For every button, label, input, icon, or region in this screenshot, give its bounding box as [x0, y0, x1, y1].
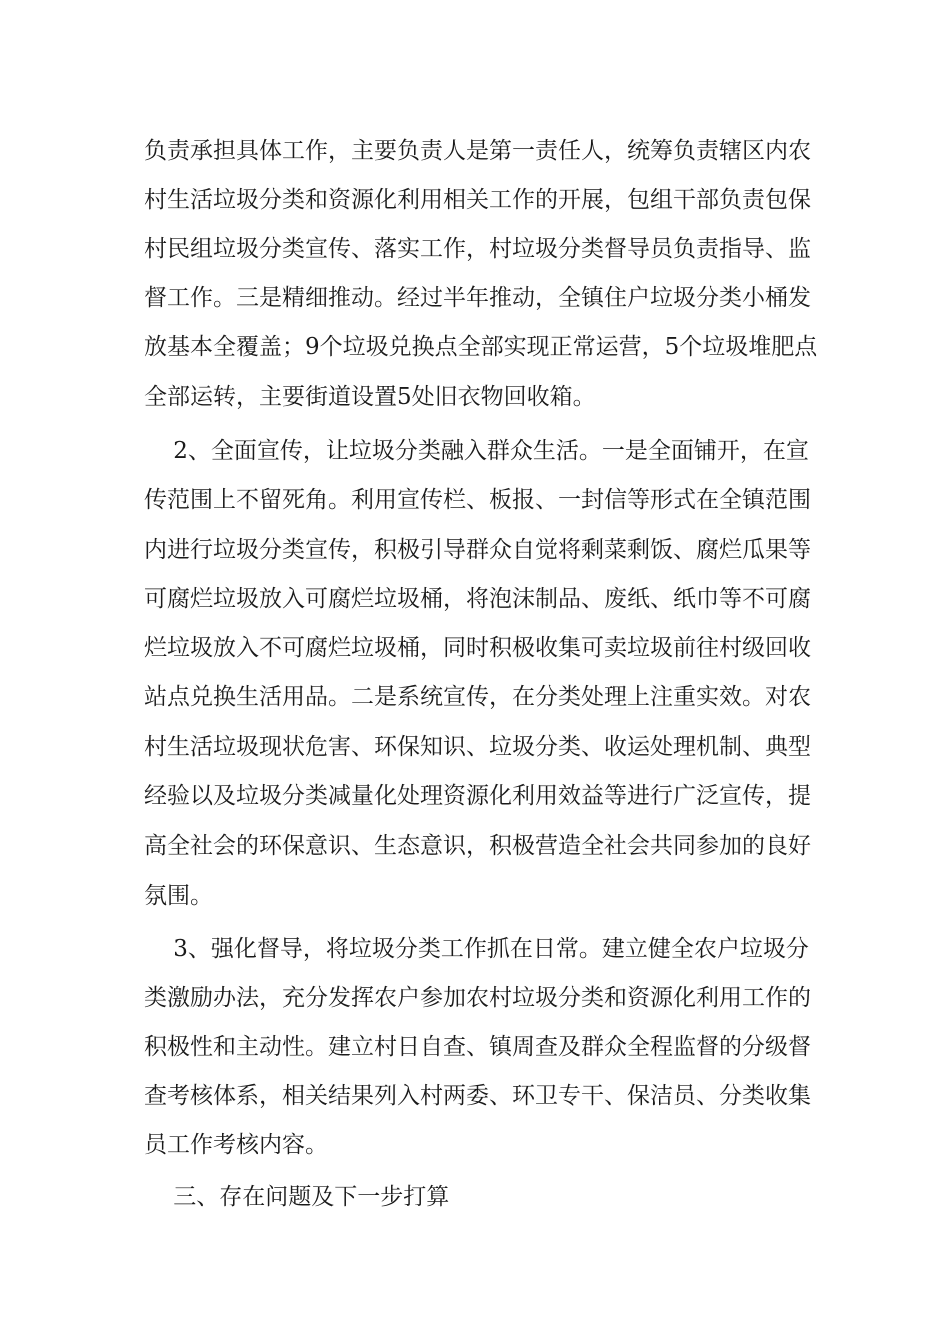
text-line: 全部运转，主要街道设置5处旧衣物回收箱。 [144, 384, 596, 410]
text-line: 氛围。 [144, 883, 213, 909]
text-line: 烂垃圾放入不可腐烂垃圾桶，同时积极收集可卖垃圾前往村级回收 [144, 635, 811, 661]
text-line: 积极性和主动性。建立村日自查、镇周查及群众全程监督的分级督 [144, 1034, 811, 1060]
text-line: 经验以及垃圾分类减量化处理资源化利用效益等进行广泛宣传，提 [144, 783, 811, 809]
text-line: 督工作。三是精细推动。经过半年推动，全镇住户垃圾分类小桶发 [144, 285, 811, 311]
text-line: 内进行垃圾分类宣传，积极引导群众自觉将剩菜剩饭、腐烂瓜果等 [144, 537, 811, 563]
text-line: 负责承担具体工作，主要负责人是第一责任人，统筹负责辖区内农 [144, 138, 811, 164]
text-line: 站点兑换生活用品。二是系统宣传，在分类处理上注重实效。对农 [144, 684, 811, 710]
text-line: 放基本全覆盖；9个垃圾兑换点全部实现正常运营，5个垃圾堆肥点 [144, 334, 818, 360]
text-line: 村生活垃圾分类和资源化利用相关工作的开展，包组干部负责包保 [144, 187, 811, 213]
paragraph-start-line: 3、强化督导，将垃圾分类工作抓在日常。建立健全农户垃圾分 [144, 936, 809, 962]
text-line: 高全社会的环保意识、生态意识，积极营造全社会共同参加的良好 [144, 833, 811, 859]
section-heading: 三、存在问题及下一步打算 [144, 1184, 450, 1210]
text-line: 传范围上不留死角。利用宣传栏、板报、一封信等形式在全镇范围 [144, 487, 811, 513]
text-line: 村生活垃圾现状危害、环保知识、垃圾分类、收运处理机制、典型 [144, 734, 811, 760]
text-line: 查考核体系，相关结果列入村两委、环卫专干、保洁员、分类收集 [144, 1083, 811, 1109]
text-line: 类激励办法，充分发挥农户参加农村垃圾分类和资源化利用工作的 [144, 985, 811, 1011]
paragraph-start-line: 2、全面宣传，让垃圾分类融入群众生活。一是全面铺开，在宣 [144, 438, 809, 464]
text-line: 村民组垃圾分类宣传、落实工作，村垃圾分类督导员负责指导、监 [144, 236, 811, 262]
text-line: 员工作考核内容。 [144, 1132, 328, 1158]
text-line: 可腐烂垃圾放入可腐烂垃圾桶，将泡沫制品、废纸、纸巾等不可腐 [144, 586, 811, 612]
